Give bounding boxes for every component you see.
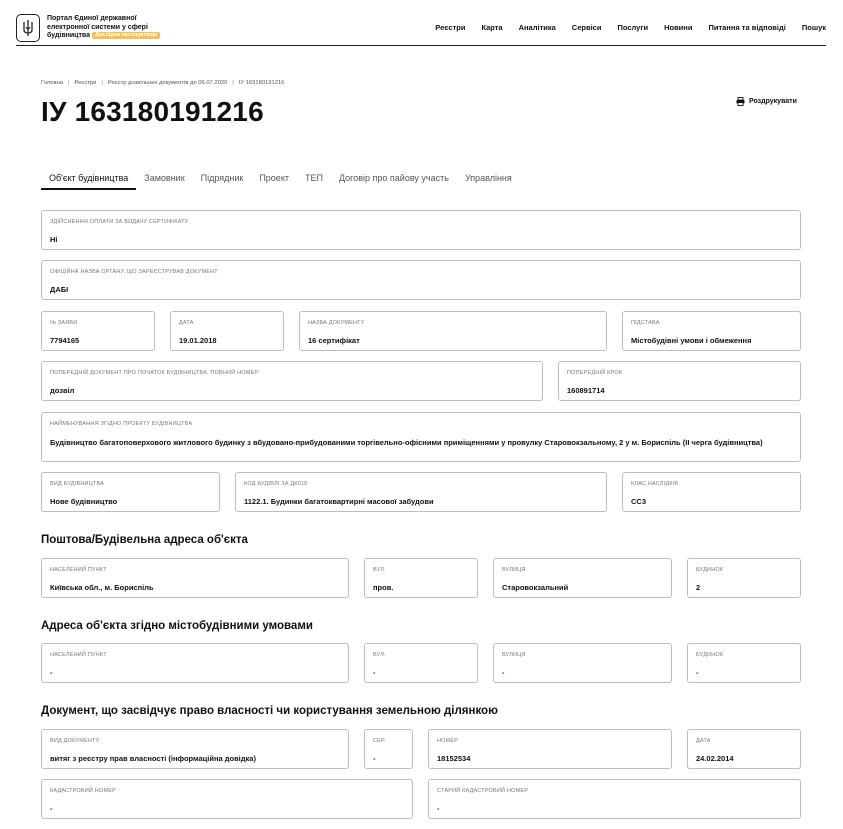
- field-value: -: [373, 754, 376, 763]
- field-label: ПОПЕРЕДНІЙ КРОК: [567, 370, 623, 376]
- urban-street-field: [493, 643, 672, 683]
- date-field: [170, 311, 284, 351]
- land-doc-type-field: [41, 729, 349, 769]
- breadcrumb-separator: |: [101, 80, 103, 86]
- field-label: БУДИНОК: [696, 652, 724, 658]
- urban-settlement-field: [41, 643, 349, 683]
- nav-news[interactable]: Новини: [664, 23, 693, 32]
- field-label: № ЗАЯВИ: [50, 320, 78, 326]
- site-header: [16, 10, 826, 46]
- field-value: Старовокзальний: [502, 583, 569, 592]
- land-series-field: [364, 729, 413, 769]
- section-land-document: Документ, що засвідчує право власності чи користування земельною ділянкою: [41, 705, 498, 717]
- consequence-class-field: [622, 472, 801, 512]
- field-value: -: [696, 668, 699, 677]
- trident-icon: [22, 19, 34, 37]
- field-label: НАСЕЛЕНИЙ ПУНКТ: [50, 567, 107, 573]
- field-value: ДАБІ: [50, 285, 69, 294]
- authority-field: [41, 260, 801, 300]
- nav-map[interactable]: Карта: [481, 23, 503, 32]
- tab-construction-object[interactable]: Об'єкт будівництва: [41, 170, 136, 190]
- trident-logo-icon[interactable]: [16, 14, 40, 42]
- field-value: 7794165: [50, 336, 80, 345]
- payment-field: [41, 210, 801, 250]
- field-label: НАЙМЕНУВАННЯ ЗГІДНО ПРОЕКТУ БУДІВНИЦТВА: [50, 421, 193, 427]
- portal-brand[interactable]: [47, 15, 177, 41]
- construction-type-field: [41, 472, 220, 512]
- basis-field: [622, 311, 801, 351]
- main-nav: [419, 23, 826, 32]
- breadcrumb-current: ІУ 163180191216: [238, 80, 285, 86]
- field-value: СС3: [631, 497, 647, 506]
- tab-customer[interactable]: Замовник: [144, 173, 185, 183]
- field-value: Містобудівні умови і обмеження: [631, 336, 752, 345]
- breadcrumb: [41, 80, 284, 86]
- field-value: 1122.1. Будинки багатоквартирні масової забудови: [244, 497, 434, 506]
- cadastral-number-field: [41, 779, 413, 819]
- field-value: -: [437, 804, 440, 813]
- postal-street-type-field: [364, 558, 478, 598]
- tab-project[interactable]: Проект: [259, 173, 289, 183]
- field-label: ЗДІЙСНЕННЯ ОПЛАТИ ЗА ВИДАЧУ СЕРТИФІКАТУ: [50, 219, 189, 225]
- field-value: -: [50, 668, 53, 677]
- previous-document-field: [41, 361, 543, 401]
- field-value: 16 сертифікат: [308, 336, 360, 345]
- field-label: ВУЛ.: [373, 567, 386, 573]
- field-label: ВУЛ.: [373, 652, 386, 658]
- postal-building-field: [687, 558, 801, 598]
- beta-badge: Дослідна експлуатація: [92, 32, 160, 39]
- field-label: ВИД ДОКУМЕНТУ: [50, 738, 100, 744]
- field-value: Київська обл., м. Бориспіль: [50, 583, 154, 592]
- field-label: ДАТА: [179, 320, 194, 326]
- field-value: дозвіл: [50, 386, 75, 395]
- nav-registries[interactable]: Реєстри: [435, 23, 466, 32]
- urban-street-type-field: [364, 643, 478, 683]
- field-value: пров.: [373, 583, 394, 592]
- field-label: БУДИНОК: [696, 567, 724, 573]
- field-value: 24.02.2014: [696, 754, 734, 763]
- field-label: ВУЛИЦЯ: [502, 567, 526, 573]
- breadcrumb-registries[interactable]: Реєстри: [74, 80, 97, 86]
- field-label: КОД БУДІВЛІ ЗА ДК018: [244, 481, 308, 487]
- tab-bar: [41, 170, 801, 190]
- field-label: ДАТА: [696, 738, 711, 744]
- field-value: 160891714: [567, 386, 605, 395]
- section-postal-address: Поштова/Будівельна адреса об'єкта: [41, 534, 248, 546]
- field-value: Ні: [50, 235, 58, 244]
- field-value: -: [502, 668, 505, 677]
- tab-contractor[interactable]: Підрядник: [200, 173, 244, 183]
- page-title: ІУ 163180191216: [41, 96, 264, 127]
- breadcrumb-separator: |: [68, 80, 70, 86]
- tab-tep[interactable]: ТЕП: [304, 173, 323, 183]
- field-label: ВУЛИЦЯ: [502, 652, 526, 658]
- nav-services[interactable]: Сервіси: [571, 23, 602, 32]
- breadcrumb-registry[interactable]: Реєстр дозвільних документів до 06.07.2020: [107, 80, 228, 86]
- section-urban-address: Адреса об'єкта згідно містобудівними умовами: [41, 620, 313, 632]
- tab-management[interactable]: Управління: [464, 173, 512, 183]
- field-label: НАСЕЛЕНИЙ ПУНКТ: [50, 652, 107, 658]
- previous-step-field: [558, 361, 801, 401]
- breadcrumb-home[interactable]: Головна: [41, 80, 64, 86]
- postal-street-field: [493, 558, 672, 598]
- land-date-field: [687, 729, 801, 769]
- old-cadastral-number-field: [428, 779, 801, 819]
- brand-line-1: Портал Єдиної державної: [47, 15, 137, 22]
- field-value: Нове будівництво: [50, 497, 118, 506]
- nav-search[interactable]: Пошук: [801, 23, 826, 32]
- postal-settlement-field: [41, 558, 349, 598]
- field-value: 19.01.2018: [179, 336, 217, 345]
- field-label: ОФІЦІЙНА НАЗВА ОРГАНУ, ЩО ЗАРЕЄСТРУВАВ ДОКУМЕНТ: [50, 269, 218, 275]
- field-label: СТАРИЙ КАДАСТРОВИЙ НОМЕР: [437, 788, 529, 794]
- field-label: СЕР.: [373, 738, 386, 744]
- tab-equity-agreement[interactable]: Договір про пайову участь: [338, 173, 449, 183]
- field-value: 2: [696, 583, 701, 592]
- brand-line-3: будівництва: [47, 32, 91, 39]
- document-name-field: [299, 311, 607, 351]
- brand-line-2: електронної системи у сфері: [47, 23, 148, 31]
- nav-faq[interactable]: Питання та відповіді: [708, 23, 786, 32]
- nav-offerings[interactable]: Послуги: [617, 23, 649, 32]
- field-label: НАЗВА ДОКУМЕНТУ: [308, 320, 365, 326]
- field-label: ПІДСТАВА: [631, 320, 660, 326]
- field-label: НОМЕР: [437, 738, 459, 744]
- field-label: КЛАС НАСЛІДКІВ: [631, 481, 679, 487]
- land-number-field: [428, 729, 672, 769]
- field-label: ПОПЕРЕДНІЙ ДОКУМЕНТ ПРО ПОЧАТОК БУДІВНИЦТВА, ПОВНИЙ НОМЕР: [50, 370, 259, 376]
- breadcrumb-separator: |: [232, 80, 234, 86]
- field-value: -: [50, 804, 53, 813]
- application-number-field: [41, 311, 155, 351]
- urban-building-field: [687, 643, 801, 683]
- field-value: 18152534: [437, 754, 471, 763]
- field-value: -: [373, 668, 376, 677]
- print-button[interactable]: [736, 97, 797, 106]
- field-label: ВИД БУДІВНИЦТВА: [50, 481, 105, 487]
- field-label: КАДАСТРОВИЙ НОМЕР: [50, 788, 116, 794]
- nav-analytics[interactable]: Аналітика: [518, 23, 556, 32]
- field-value: Будівництво багатоповерхового житлового будинку з вбудовано-прибудованими торгівельно-офісними приміщеннями у провулку Старовокзальному, 2 у м. Бориспіль (ІІ черга будівництва): [50, 438, 763, 447]
- dk018-code-field: [235, 472, 607, 512]
- project-name-field: [41, 412, 801, 462]
- field-value: витяг з реєстру прав власності (інформаційна довідка): [50, 754, 256, 763]
- printer-icon: [736, 97, 745, 106]
- print-label: Роздрукувати: [749, 98, 797, 105]
